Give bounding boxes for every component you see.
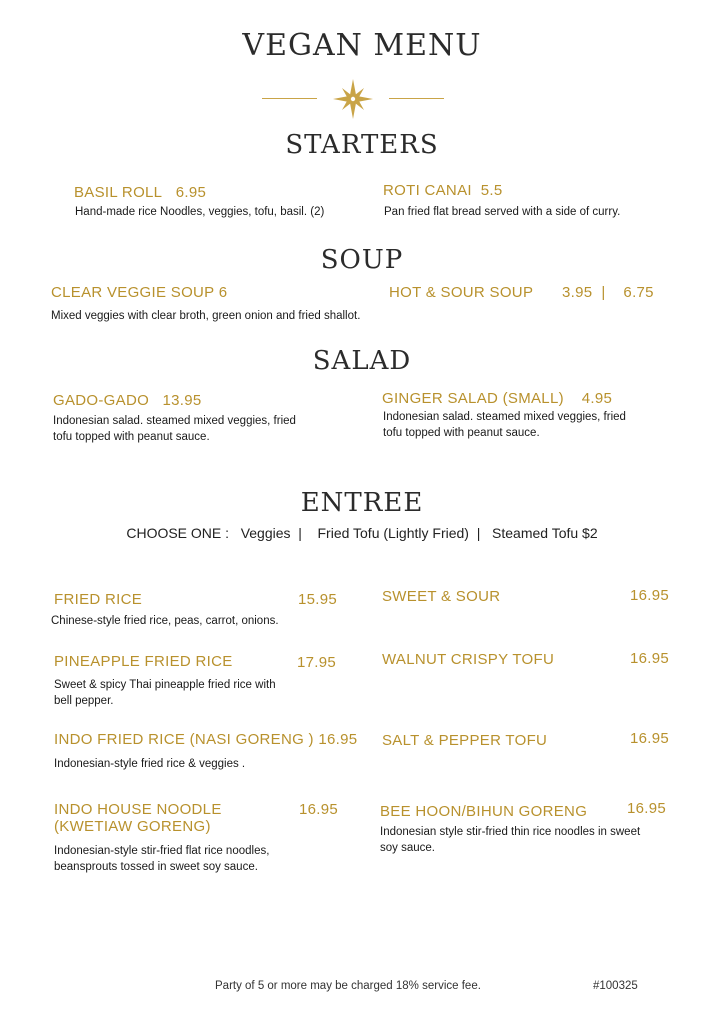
item-indo-fried-rice xyxy=(54,731,357,748)
ornament-rule-left xyxy=(262,98,317,99)
item-name: GINGER SALAD (SMALL) xyxy=(382,390,564,407)
item-clear-veggie-soup xyxy=(51,284,227,301)
item-bee-hoon-price: 16.95 xyxy=(627,800,667,817)
item-price: 4.95 xyxy=(581,390,613,407)
price-separator: | xyxy=(601,284,606,301)
footer-menu-code: #100325 xyxy=(593,980,638,992)
item-name-line: (KWETIAW GORENG) xyxy=(54,818,211,835)
item-indo-house-noodle-name xyxy=(54,801,222,835)
item-price-small: 3.95 xyxy=(562,284,593,301)
item-walnut-crispy-tofu-price: 16.95 xyxy=(630,650,670,667)
item-name: CLEAR VEGGIE SOUP xyxy=(51,284,215,301)
item-desc: Indonesian-style fried rice & veggies . xyxy=(54,758,246,770)
item-price: 6 xyxy=(218,284,228,301)
item-walnut-crispy-tofu-name: WALNUT CRISPY TOFU xyxy=(382,651,555,668)
item-name: BASIL ROLL xyxy=(74,184,163,201)
section-heading-entree: ENTREE xyxy=(300,488,424,518)
item-pineapple-fried-rice-name: PINEAPPLE FRIED RICE xyxy=(54,653,233,670)
item-ginger-salad xyxy=(382,390,612,407)
item-desc xyxy=(53,413,296,445)
item-name: GADO-GADO xyxy=(53,392,150,409)
item-basil-roll xyxy=(74,184,206,201)
item-desc xyxy=(54,677,276,709)
item-desc: Chinese-style fried rice, peas, carrot, onions. xyxy=(51,615,279,627)
item-desc: Mixed veggies with clear broth, green onion and fried shallot. xyxy=(51,310,361,322)
item-hot-sour-soup-name: HOT & SOUR SOUP xyxy=(389,284,534,301)
item-desc-line: Sweet & spicy Thai pineapple fried rice with xyxy=(54,679,276,691)
item-price: 6.95 xyxy=(175,184,207,201)
ornament-rule-right xyxy=(389,98,444,99)
item-salt-pepper-tofu-price: 16.95 xyxy=(630,730,670,747)
item-desc xyxy=(380,824,640,856)
item-hot-sour-soup-prices xyxy=(562,284,654,301)
section-heading-starters: STARTERS xyxy=(285,130,439,160)
item-desc-line: Indonesian style stir-fried thin rice noodles in sweet xyxy=(380,826,641,838)
item-desc-line: bell pepper. xyxy=(54,695,114,707)
item-desc xyxy=(383,409,626,441)
item-name: INDO FRIED RICE (NASI GORENG ) xyxy=(54,731,314,748)
item-bee-hoon-name: BEE HOON/BIHUN GORENG xyxy=(380,803,588,820)
four-point-star-ornament-icon xyxy=(331,79,375,119)
item-price: 13.95 xyxy=(162,392,202,409)
item-fried-rice-price: 15.95 xyxy=(298,591,338,608)
item-fried-rice-name: FRIED RICE xyxy=(54,591,143,608)
item-indo-house-noodle-price: 16.95 xyxy=(299,801,339,818)
item-name: ROTI CANAI xyxy=(383,182,472,199)
item-name-line: INDO HOUSE NOODLE xyxy=(54,801,222,818)
item-desc-line: Indonesian-style stir-fried flat rice noodles, xyxy=(54,845,270,857)
item-sweet-sour-price: 16.95 xyxy=(630,587,670,604)
section-heading-salad: SALAD xyxy=(312,346,412,376)
section-heading-soup: SOUP xyxy=(320,245,404,275)
item-desc: Pan fried flat bread served with a side of curry. xyxy=(384,206,621,218)
item-pineapple-fried-rice-price: 17.95 xyxy=(297,654,337,671)
item-price: 16.95 xyxy=(318,731,358,748)
item-roti-canai xyxy=(383,182,503,199)
item-desc-line: tofu topped with peanut sauce. xyxy=(53,431,210,443)
item-sweet-sour-name: SWEET & SOUR xyxy=(382,588,501,605)
item-desc: Hand-made rice Noodles, veggies, tofu, basil. (2) xyxy=(75,206,325,218)
menu-title: VEGAN MENU xyxy=(242,28,482,63)
item-desc xyxy=(54,843,269,875)
item-desc-line: soy sauce. xyxy=(380,842,435,854)
item-desc-line: beansprouts tossed in sweet soy sauce. xyxy=(54,861,258,873)
item-salt-pepper-tofu-name: SALT & PEPPER TOFU xyxy=(382,732,548,749)
item-desc-line: Indonesian salad. steamed mixed veggies, fried xyxy=(383,411,626,423)
item-price: 5.5 xyxy=(480,182,503,199)
entree-choose-one: CHOOSE ONE : Veggies | Fried Tofu (Lightly Fried) | Steamed Tofu $2 xyxy=(126,525,598,541)
item-price-large: 6.75 xyxy=(623,284,654,301)
footer-service-fee-note: Party of 5 or more may be charged 18% service fee. xyxy=(215,980,481,992)
item-desc-line: tofu topped with peanut sauce. xyxy=(383,427,540,439)
item-gado-gado xyxy=(53,392,202,409)
item-desc-line: Indonesian salad. steamed mixed veggies, fried xyxy=(53,415,296,427)
